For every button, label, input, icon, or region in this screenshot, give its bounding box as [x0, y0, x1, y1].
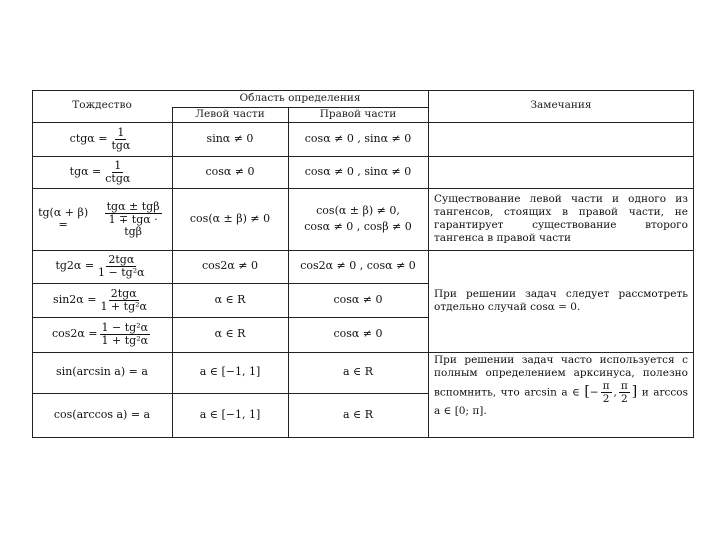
- fraction: $\frac{1}{\text{tgα}}$: [111, 125, 131, 152]
- left-domain: α ∈ R: [214, 292, 246, 306]
- col-line-3: [428, 90, 429, 438]
- identity-lhs: sin2α =: [53, 292, 97, 306]
- identity-tg-sum: [32, 188, 172, 250]
- identity-lhs: tgα =: [69, 164, 102, 178]
- left-domain: a ∈ [−1, 1]: [199, 407, 261, 421]
- identities-table: [32, 90, 694, 438]
- identity-tg: [32, 156, 172, 188]
- identity-arcsin: sin(arcsin a) = a: [56, 365, 148, 379]
- bracket-open: [: [584, 383, 590, 400]
- remark-arccos: arccos a ∈ [0; π].: [434, 386, 688, 417]
- minus-sign: −: [589, 386, 599, 399]
- table-right-border: [693, 90, 694, 438]
- header-right-part: Правой части: [319, 107, 397, 120]
- identity-arccos: cos(arccos a) = a: [53, 407, 151, 421]
- right-domain: a ∈ R: [343, 407, 373, 421]
- remark-tg-sum: Существование левой части и одного из тангенсов, стоящих в правой части, не гарантирует существование второго тангенса в правой части: [434, 193, 688, 244]
- left-domain: cos(α ± β) ≠ 0: [189, 211, 271, 225]
- fraction: $\frac{\text{2tgα}}{\text{1 + tg²α}}$: [100, 286, 147, 313]
- identity-sin2: [32, 283, 172, 317]
- left-domain: a ∈ [−1, 1]: [199, 365, 261, 379]
- remark-arcsin: arcsin a ∈: [524, 386, 580, 399]
- header-left-part: Левой части: [195, 107, 265, 120]
- right-domain: cosα ≠ 0 , sinα ≠ 0: [304, 164, 412, 178]
- right-domain: [288, 188, 428, 250]
- remark-text: При решении задач часто используется с полным определением арксинуса, полезно вспомнить, что: [434, 354, 688, 399]
- table-bottom-border: [32, 437, 694, 438]
- identity-cos2: [32, 317, 172, 352]
- identity-lhs: cos2α =: [51, 327, 98, 341]
- remark-text: При решении задач следует рассмотреть отдельно случай: [434, 288, 688, 313]
- identity-lhs: tg(α + β) =: [38, 205, 89, 231]
- identity-lhs: ctgα =: [69, 131, 108, 145]
- fraction: $\frac{\text{2tgα}}{\text{1 − tg²α}}$: [98, 253, 145, 279]
- identity-lhs: tg2α =: [55, 259, 95, 273]
- left-domain: sinα ≠ 0: [206, 131, 254, 145]
- fraction: $\frac{\text{tgα ± tgβ}}{\text{1 ∓ tgα · tgβ}}$: [106, 199, 160, 238]
- fraction: $\frac{\text{1 − tg²α}}{\text{1 + tg²α}}$: [101, 321, 149, 347]
- identity-tg2: [32, 250, 172, 283]
- header-domain: Область определения: [239, 91, 361, 104]
- remark-inverse-trig: [434, 354, 688, 418]
- header-identity: Тождество: [72, 99, 132, 112]
- remark-formula: cosα = 0.: [530, 301, 581, 313]
- right-domain: cosα ≠ 0: [333, 292, 383, 306]
- conjunction-and: и: [641, 386, 649, 399]
- bracket-close: ]: [631, 383, 638, 400]
- right-domain-line-1: cos(α ± β) ≠ 0,: [316, 203, 400, 217]
- fraction: $\frac{1}{\text{ctgα}}$: [105, 158, 131, 185]
- right-domain-line-2: cosα ≠ 0 , cosβ ≠ 0: [304, 220, 412, 233]
- left-domain: α ∈ R: [214, 327, 246, 341]
- right-domain: cosα ≠ 0 , sinα ≠ 0: [304, 131, 412, 145]
- comma: ,: [613, 386, 617, 399]
- identity-ctg: [32, 122, 172, 156]
- fraction-pi-over-2: $\frac{\pi}{2}$: [620, 380, 628, 405]
- remark-double-angle: [434, 288, 688, 314]
- right-domain: cos2α ≠ 0 , cosα ≠ 0: [300, 259, 416, 273]
- right-domain: a ∈ R: [343, 365, 373, 379]
- left-domain: cos2α ≠ 0: [201, 259, 259, 273]
- left-domain: cosα ≠ 0: [205, 164, 255, 178]
- header-remarks: Замечания: [530, 99, 592, 112]
- fraction-pi-over-2: $\frac{\pi}{2}$: [602, 380, 610, 405]
- right-domain: cosα ≠ 0: [333, 327, 383, 341]
